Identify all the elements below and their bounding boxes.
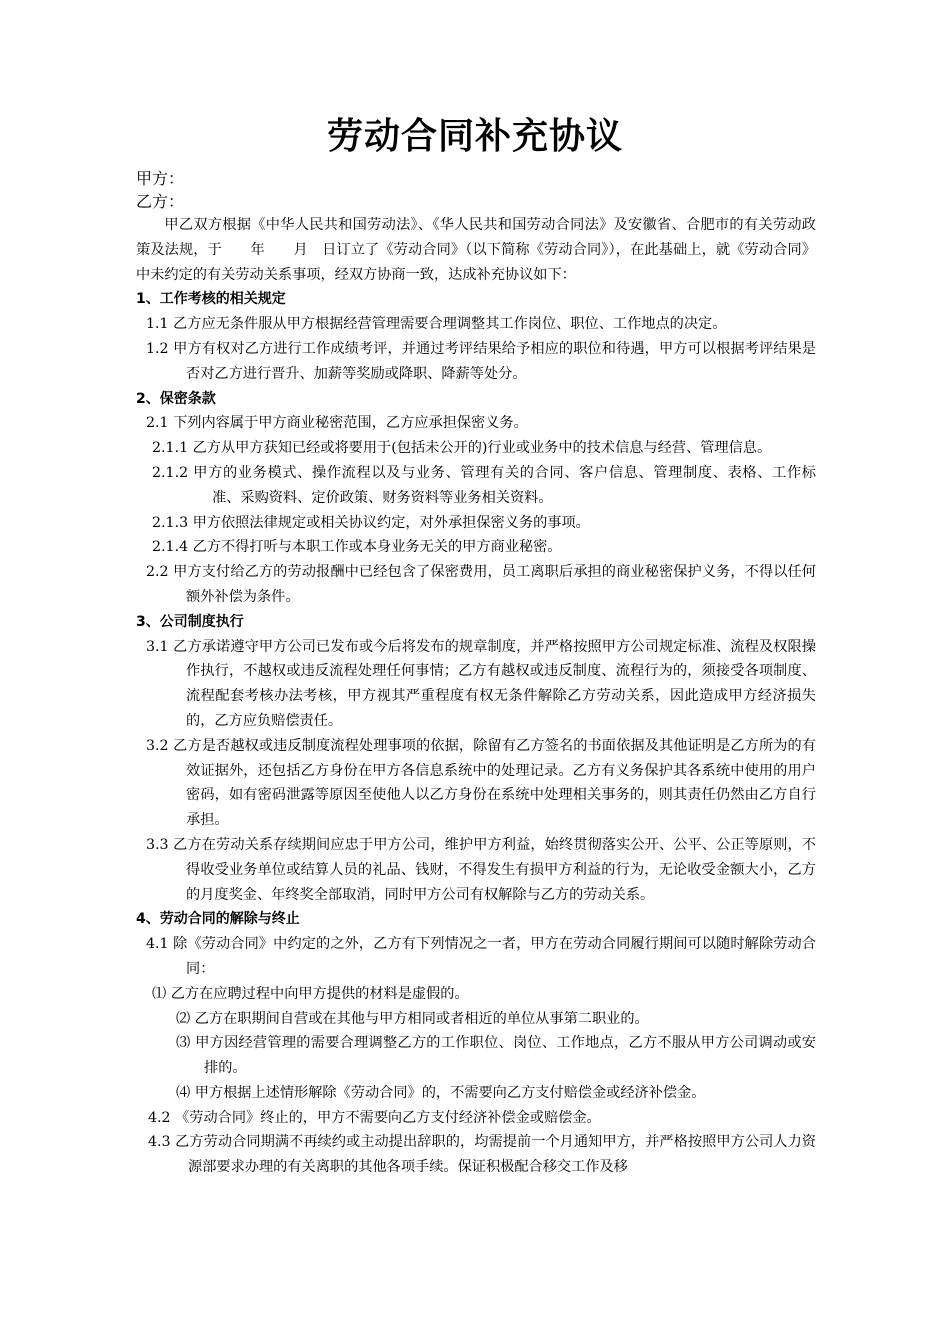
clause-4-1-a: ⑴ 乙方在应聘过程中向甲方提供的材料是虚假的。 (152, 985, 469, 1002)
party-a-line: 甲方： (136, 169, 185, 188)
document-body (136, 167, 816, 1180)
clause-4-3: 4.3 乙方劳动合同期满不再续约或主动提出辞职的，均需提前一个月通知甲方，并严格按照甲方公司人力资源部要求办理的有关离职的其他各项手续。保证积极配合移交工作及移 (148, 1134, 816, 1176)
clause-2-1-4: 2.1.4 乙方不得打听与本职工作或本身业务无关的甲方商业秘密。 (152, 539, 562, 556)
intro-paragraph: 甲乙双方根据《中华人民共和国劳动法》、《华人民共和国劳动合同法》及安徽省、合肥市的有关劳动政策及法规，于 年 月 日订立了《劳动合同》（以下简称《劳动合同》），在此基础上，就《劳动合同》中未约定的有关劳动关系事项，经双方协商一致，达成补充协议如下： (136, 217, 816, 283)
clause-1-2: 1.2 甲方有权对乙方进行工作成绩考评，并通过考评结果给予相应的职位和待遇，甲方可以根据考评结果是否对乙方进行晋升、加薪等奖励或降职、降薪等处分。 (146, 340, 816, 382)
section-heading-2: 2、保密条款 (136, 390, 216, 407)
clause-4-1: 4.1 除《劳动合同》中约定的之外，乙方有下列情况之一者，甲方在劳动合同履行期间可以随时解除劳动合同： (146, 936, 816, 977)
clause-4-1-d: ⑷ 甲方根据上述情形解除《劳动合同》的，不需要向乙方支付赔偿金或经济补偿金。 (176, 1084, 706, 1101)
party-b-line: 乙方： (136, 192, 185, 211)
clause-3-2: 3.2 乙方是否越权或违反制度流程处理事项的依据，除留有乙方签名的书面依据及其他证明是乙方所为的有效证据外，还包括乙方身份在甲方各信息系统中的处理记录。乙方有义务保护其各系统中使用的用户密码，如有密码泄露等原因至使他人以乙方身份在系统中处理相关事务的，则其责任仍然由乙方自行承担。 (146, 737, 816, 829)
document-title: 劳动合同补充协议 (326, 115, 623, 157)
clause-2-2: 2.2 甲方支付给乙方的劳动报酬中已经包含了保密费用，员工离职后承担的商业秘密保护义务，不得以任何额外补偿为条件。 (146, 564, 816, 605)
clause-4-1-c: ⑶ 甲方因经营管理的需要合理调整乙方的工作职位、岗位、工作地点，乙方不服从甲方公司调动或安排的。 (176, 1035, 816, 1077)
clause-1-1: 1.1 乙方应无条件服从甲方根据经营管理需要合理调整其工作岗位、职位、工作地点的决定。 (146, 316, 727, 333)
section-heading-1: 1、工作考核的相关规定 (136, 291, 286, 308)
clause-4-2: 4.2 《劳动合同》终止的，甲方不需要向乙方支付经济补偿金或赔偿金。 (148, 1109, 601, 1126)
clause-3-3: 3.3 乙方在劳动关系存续期间应忠于甲方公司，维护甲方利益，始终贯彻落实公开、公平、公正等原则，不得收受业务单位或结算人员的礼品、钱财，不得发生有损甲方利益的行为，无论收受金额大小，乙方的月度奖金、年终奖全部取消，同时甲方公司有权解除与乙方的劳动关系。 (146, 836, 816, 903)
clause-4-1-b: ⑵ 乙方在职期间自营或在其他与甲方相同或者相近的单位从事第二职业的。 (176, 1010, 649, 1027)
clause-2-1-3: 2.1.3 甲方依照法律规定或相关协议约定，对外承担保密义务的事项。 (152, 514, 590, 531)
clause-2-1: 2.1 下列内容属于甲方商业秘密范围，乙方应承担保密义务。 (146, 415, 528, 432)
section-heading-3: 3、公司制度执行 (136, 613, 244, 630)
clause-3-1: 3.1 乙方承诺遵守甲方公司已发布或今后将发布的规章制度，并严格按照甲方公司规定标准、流程及权限操作执行，不越权或违反流程处理任何事情；乙方有越权或违反制度、流程行为的，须接受各项制度、流程配套考核办法考核，甲方视其严重程度有权无条件解除乙方劳动关系，因此造成甲方经济损失的，乙方应负赔偿责任。 (146, 638, 816, 729)
section-heading-4: 4、劳动合同的解除与终止 (136, 911, 300, 928)
clause-2-1-2: 2.1.2 甲方的业务模式、操作流程以及与业务、管理有关的合同、客户信息、管理制度、表格、工作标准、采购资料、定价政策、财务资料等业务相关资料。 (152, 464, 816, 506)
clause-2-1-1: 2.1.1 乙方从甲方获知已经或将要用于(包括未公开的)行业或业务中的技术信息与经营、管理信息。 (152, 440, 772, 457)
